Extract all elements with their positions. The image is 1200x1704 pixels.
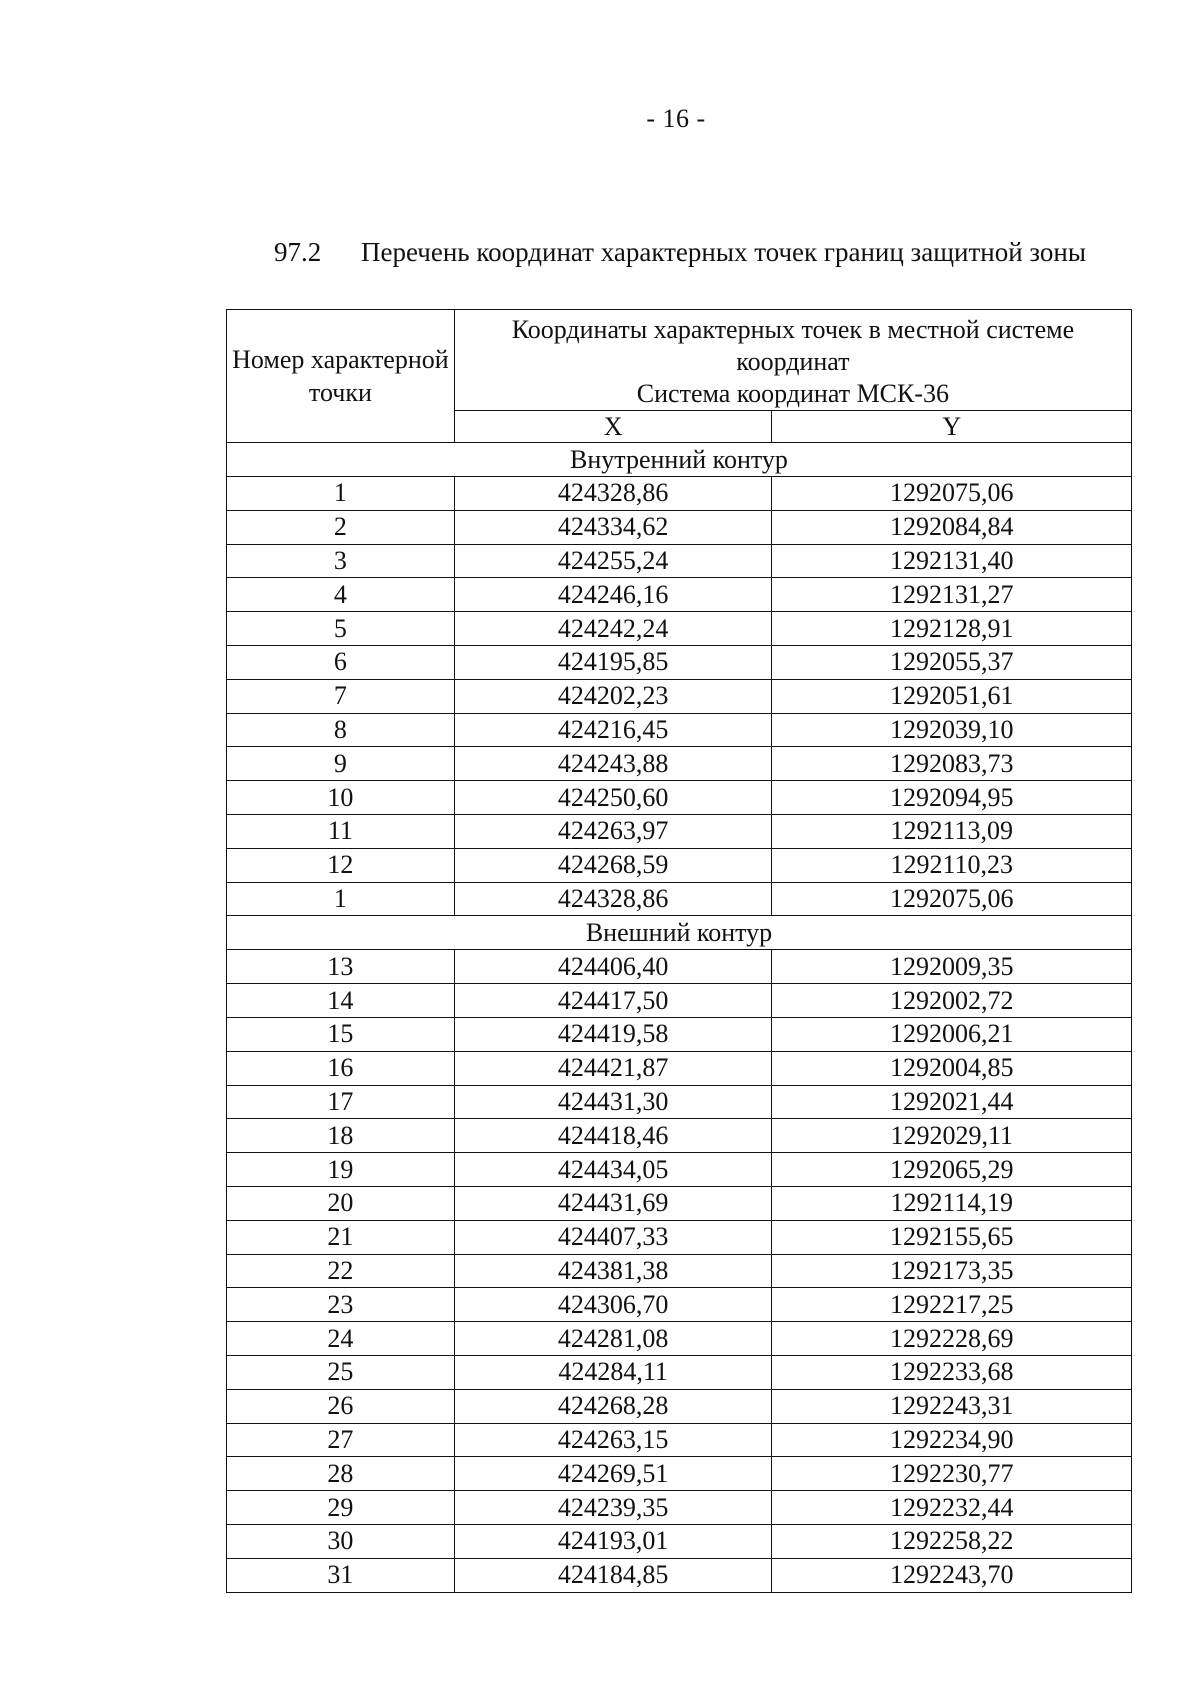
point-number-cell: 11 (227, 814, 455, 848)
group-row (227, 916, 1132, 950)
table-row (227, 781, 1132, 815)
table-row (227, 544, 1132, 578)
x-coordinate-cell: 424246,16 (454, 578, 772, 612)
point-number-header: Номер характерной точки (227, 310, 455, 443)
y-coordinate-cell: 1292155,65 (772, 1220, 1132, 1254)
table-row (227, 477, 1132, 511)
group-title: Внутренний контур (227, 443, 1132, 477)
section-heading (274, 237, 1086, 268)
x-coordinate-cell: 424431,30 (454, 1085, 772, 1119)
table-row (227, 612, 1132, 646)
x-coordinate-cell: 424242,24 (454, 612, 772, 646)
y-coordinate-cell: 1292113,09 (772, 814, 1132, 848)
y-coordinate-cell: 1292083,73 (772, 747, 1132, 781)
point-number-cell: 8 (227, 713, 455, 747)
point-number-cell: 23 (227, 1288, 455, 1322)
y-coordinate-cell: 1292131,27 (772, 578, 1132, 612)
y-coordinate-cell: 1292233,68 (772, 1355, 1132, 1389)
y-coordinate-cell: 1292243,31 (772, 1389, 1132, 1423)
table-row (227, 1051, 1132, 1085)
table-row (227, 679, 1132, 713)
point-number-cell: 14 (227, 984, 455, 1018)
x-coordinate-cell: 424328,86 (454, 882, 772, 916)
table-row (227, 1558, 1132, 1592)
x-coordinate-cell: 424421,87 (454, 1051, 772, 1085)
table-row (227, 747, 1132, 781)
table-row (227, 1288, 1132, 1322)
coordinates-table (226, 309, 1132, 1593)
point-number-cell: 9 (227, 747, 455, 781)
y-coordinate-cell: 1292029,11 (772, 1119, 1132, 1153)
y-coordinate-cell: 1292004,85 (772, 1051, 1132, 1085)
y-coordinate-cell: 1292002,72 (772, 984, 1132, 1018)
point-number-cell: 21 (227, 1220, 455, 1254)
table-row (227, 713, 1132, 747)
x-coordinate-cell: 424202,23 (454, 679, 772, 713)
coordinates-header-line1: Координаты характерных точек в местной системе (511, 315, 1075, 344)
y-coordinate-cell: 1292128,91 (772, 612, 1132, 646)
table-row (227, 1186, 1132, 1220)
point-number-cell: 5 (227, 612, 455, 646)
point-number-cell: 20 (227, 1186, 455, 1220)
point-number-cell: 30 (227, 1524, 455, 1558)
table-row (227, 1389, 1132, 1423)
section-number: 97.2 (274, 237, 322, 267)
x-coordinate-cell: 424269,51 (454, 1457, 772, 1491)
point-number-cell: 10 (227, 781, 455, 815)
table-row (227, 1085, 1132, 1119)
y-coordinate-cell: 1292006,21 (772, 1017, 1132, 1051)
point-number-cell: 17 (227, 1085, 455, 1119)
x-coordinate-cell: 424407,33 (454, 1220, 772, 1254)
point-number-cell: 15 (227, 1017, 455, 1051)
x-coordinate-cell: 424250,60 (454, 781, 772, 815)
point-number-cell: 16 (227, 1051, 455, 1085)
point-number-cell: 28 (227, 1457, 455, 1491)
point-number-cell: 12 (227, 848, 455, 882)
y-coordinate-cell: 1292039,10 (772, 713, 1132, 747)
y-coordinate-cell: 1292228,69 (772, 1322, 1132, 1356)
table-row (227, 1254, 1132, 1288)
y-coordinate-cell: 1292114,19 (772, 1186, 1132, 1220)
coordinates-header-line3: Система координат МСК-36 (636, 379, 950, 408)
point-number-cell: 31 (227, 1558, 455, 1592)
point-number-cell: 19 (227, 1153, 455, 1187)
y-coordinate-cell: 1292021,44 (772, 1085, 1132, 1119)
x-coordinate-cell: 424243,88 (454, 747, 772, 781)
x-coordinate-cell: 424193,01 (454, 1524, 772, 1558)
x-coordinate-cell: 424263,97 (454, 814, 772, 848)
point-number-cell: 18 (227, 1119, 455, 1153)
x-coordinate-cell: 424419,58 (454, 1017, 772, 1051)
table-row (227, 645, 1132, 679)
y-coordinate-cell: 1292055,37 (772, 645, 1132, 679)
point-number-cell: 13 (227, 950, 455, 984)
x-coordinate-cell: 424306,70 (454, 1288, 772, 1322)
group-row (227, 443, 1132, 477)
y-coordinate-cell: 1292110,23 (772, 848, 1132, 882)
x-coordinate-cell: 424417,50 (454, 984, 772, 1018)
table-row (227, 814, 1132, 848)
x-coordinate-cell: 424284,11 (454, 1355, 772, 1389)
x-coordinate-cell: 424334,62 (454, 510, 772, 544)
point-number-cell: 22 (227, 1254, 455, 1288)
point-number-cell: 24 (227, 1322, 455, 1356)
y-coordinate-cell: 1292232,44 (772, 1491, 1132, 1525)
x-coordinate-cell: 424431,69 (454, 1186, 772, 1220)
y-coordinate-cell: 1292234,90 (772, 1423, 1132, 1457)
coordinates-header (454, 310, 1131, 411)
table-row (227, 950, 1132, 984)
y-coordinate-cell: 1292094,95 (772, 781, 1132, 815)
table-row (227, 1423, 1132, 1457)
x-coordinate-cell: 424268,59 (454, 848, 772, 882)
point-number-cell: 3 (227, 544, 455, 578)
y-coordinate-cell: 1292217,25 (772, 1288, 1132, 1322)
table-row (227, 984, 1132, 1018)
table-row (227, 510, 1132, 544)
table-row (227, 848, 1132, 882)
table-row (227, 1322, 1132, 1356)
y-coordinate-cell: 1292258,22 (772, 1524, 1132, 1558)
point-number-cell: 25 (227, 1355, 455, 1389)
y-coordinate-cell: 1292075,06 (772, 477, 1132, 511)
y-coordinate-cell: 1292173,35 (772, 1254, 1132, 1288)
point-number-cell: 6 (227, 645, 455, 679)
x-coordinate-cell: 424281,08 (454, 1322, 772, 1356)
x-coordinate-cell: 424263,15 (454, 1423, 772, 1457)
section-title: Перечень координат характерных точек границ защитной зоны (361, 237, 1086, 267)
y-coordinate-cell: 1292051,61 (772, 679, 1132, 713)
x-coordinate-cell: 424434,05 (454, 1153, 772, 1187)
x-coordinate-cell: 424381,38 (454, 1254, 772, 1288)
point-number-cell: 1 (227, 477, 455, 511)
y-coordinate-cell: 1292230,77 (772, 1457, 1132, 1491)
y-column-header: Y (772, 411, 1132, 443)
x-coordinate-cell: 424216,45 (454, 713, 772, 747)
table-row (227, 578, 1132, 612)
table-row (227, 1355, 1132, 1389)
table-row (227, 1524, 1132, 1558)
table-row (227, 1220, 1132, 1254)
x-coordinate-cell: 424184,85 (454, 1558, 772, 1592)
x-coordinate-cell: 424268,28 (454, 1389, 772, 1423)
point-number-cell: 1 (227, 882, 455, 916)
coordinates-header-line2: координат (736, 347, 850, 376)
point-number-cell: 4 (227, 578, 455, 612)
point-number-cell: 2 (227, 510, 455, 544)
group-title: Внешний контур (227, 916, 1132, 950)
point-number-cell: 29 (227, 1491, 455, 1525)
table-row (227, 1457, 1132, 1491)
x-coordinate-cell: 424195,85 (454, 645, 772, 679)
y-coordinate-cell: 1292243,70 (772, 1558, 1132, 1592)
y-coordinate-cell: 1292065,29 (772, 1153, 1132, 1187)
table-row (227, 1491, 1132, 1525)
table-row (227, 1017, 1132, 1051)
y-coordinate-cell: 1292009,35 (772, 950, 1132, 984)
x-coordinate-cell: 424418,46 (454, 1119, 772, 1153)
table-row (227, 882, 1132, 916)
point-number-cell: 7 (227, 679, 455, 713)
point-number-cell: 26 (227, 1389, 455, 1423)
table-body (227, 443, 1132, 1593)
x-coordinate-cell: 424328,86 (454, 477, 772, 511)
page-number: - 16 - (646, 104, 706, 133)
x-column-header: X (454, 411, 772, 443)
x-coordinate-cell: 424239,35 (454, 1491, 772, 1525)
y-coordinate-cell: 1292075,06 (772, 882, 1132, 916)
table-row (227, 1119, 1132, 1153)
y-coordinate-cell: 1292131,40 (772, 544, 1132, 578)
x-coordinate-cell: 424406,40 (454, 950, 772, 984)
table-row (227, 1153, 1132, 1187)
y-coordinate-cell: 1292084,84 (772, 510, 1132, 544)
point-number-cell: 27 (227, 1423, 455, 1457)
x-coordinate-cell: 424255,24 (454, 544, 772, 578)
